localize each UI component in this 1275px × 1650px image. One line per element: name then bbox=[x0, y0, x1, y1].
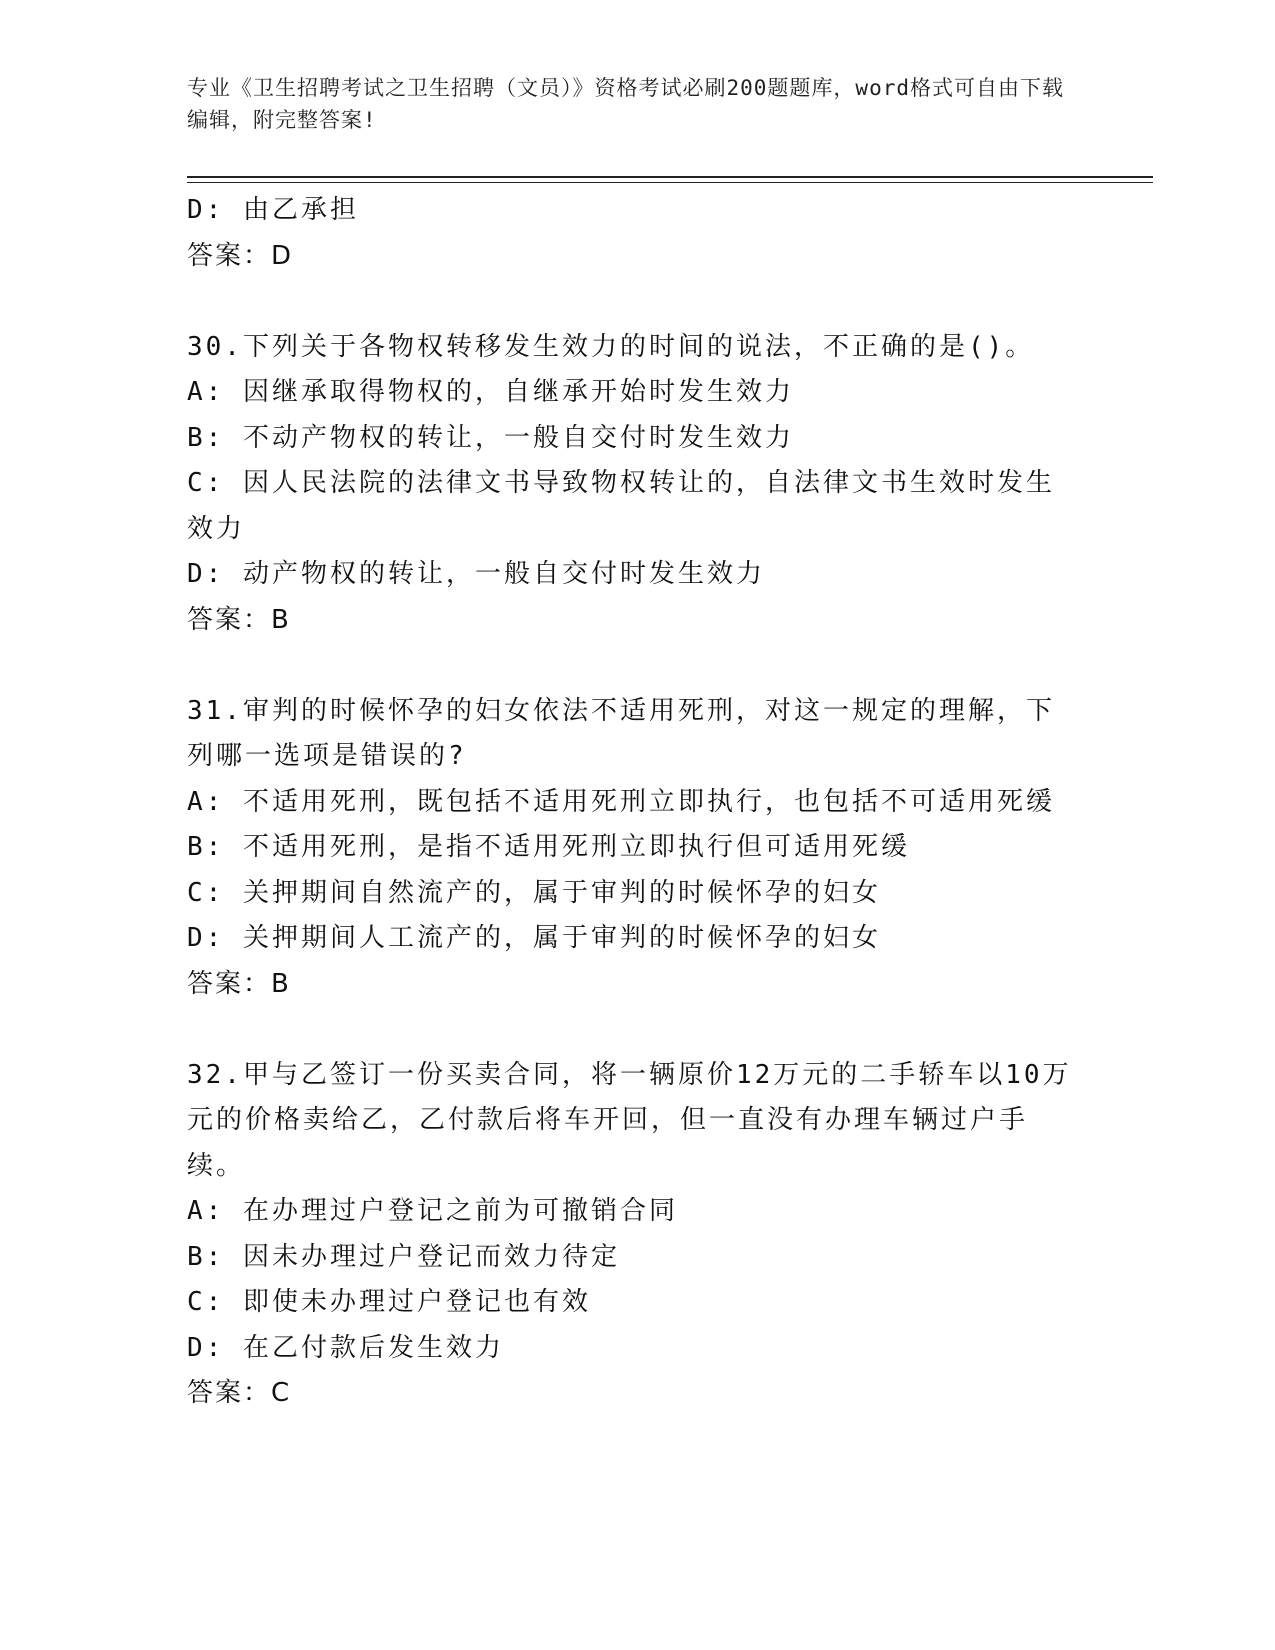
option-c: C: 因人民法院的法律文书导致物权转让的，自法律文书生效时发生效力 bbox=[187, 468, 1055, 544]
question-stem: 32.甲与乙签订一份买卖合同，将一辆原价12万元的二手轿车以10万元的价格卖给乙，乙付款后将车开回，但一直没有办理车辆过户手续。 bbox=[187, 1059, 1072, 1181]
question-30 bbox=[187, 325, 1072, 644]
option-c: C: 关押期间自然流产的，属于审判的时候怀孕的妇女 bbox=[187, 877, 881, 908]
option-d: D: 由乙承担 bbox=[187, 195, 359, 225]
option-b: B: 因未办理过户登记而效力待定 bbox=[187, 1241, 620, 1272]
header-rule-top bbox=[187, 176, 1153, 178]
option-a: A: 因继承取得物权的，自继承开始时发生效力 bbox=[187, 377, 794, 407]
prev-question-tail bbox=[187, 188, 1072, 279]
answer-label: 答案：C bbox=[187, 1378, 292, 1408]
option-d: D: 关押期间人工流产的，属于审判的时候怀孕的妇女 bbox=[187, 923, 881, 953]
option-d: D: 动产物权的转让，一般自交付时发生效力 bbox=[187, 559, 765, 589]
answer-label: 答案：D bbox=[187, 240, 294, 271]
spacer bbox=[187, 1007, 1072, 1053]
option-a: A: 在办理过户登记之前为可撤销合同 bbox=[187, 1196, 678, 1226]
question-stem: 30.下列关于各物权转移发生效力的时间的说法，不正确的是()。 bbox=[187, 331, 1035, 362]
answer-label: 答案：B bbox=[187, 604, 291, 635]
spacer bbox=[187, 279, 1072, 325]
option-b: B: 不动产物权的转让，一般自交付时发生效力 bbox=[187, 422, 794, 453]
option-b: B: 不适用死刑，是指不适用死刑立即执行但可适用死缓 bbox=[187, 832, 910, 862]
option-a: A: 不适用死刑，既包括不适用死刑立即执行，也包括不可适用死缓 bbox=[187, 786, 1055, 817]
option-d: D: 在乙付款后发生效力 bbox=[187, 1332, 504, 1363]
question-stem: 31.审判的时候怀孕的妇女依法不适用死刑，对这一规定的理解，下列哪一选项是错误的? bbox=[187, 695, 1055, 771]
answer-label: 答案：B bbox=[187, 968, 291, 999]
page-header: 专业《卫生招聘考试之卫生招聘（文员）》资格考试必刷200题题库，word格式可自由下载编辑，附完整答案! bbox=[187, 76, 1064, 132]
question-32 bbox=[187, 1053, 1072, 1417]
option-c: C: 即使未办理过户登记也有效 bbox=[187, 1287, 591, 1317]
spacer bbox=[187, 643, 1072, 689]
question-list bbox=[187, 188, 1072, 1417]
header-rule-bottom bbox=[187, 182, 1153, 183]
question-31 bbox=[187, 689, 1072, 1008]
